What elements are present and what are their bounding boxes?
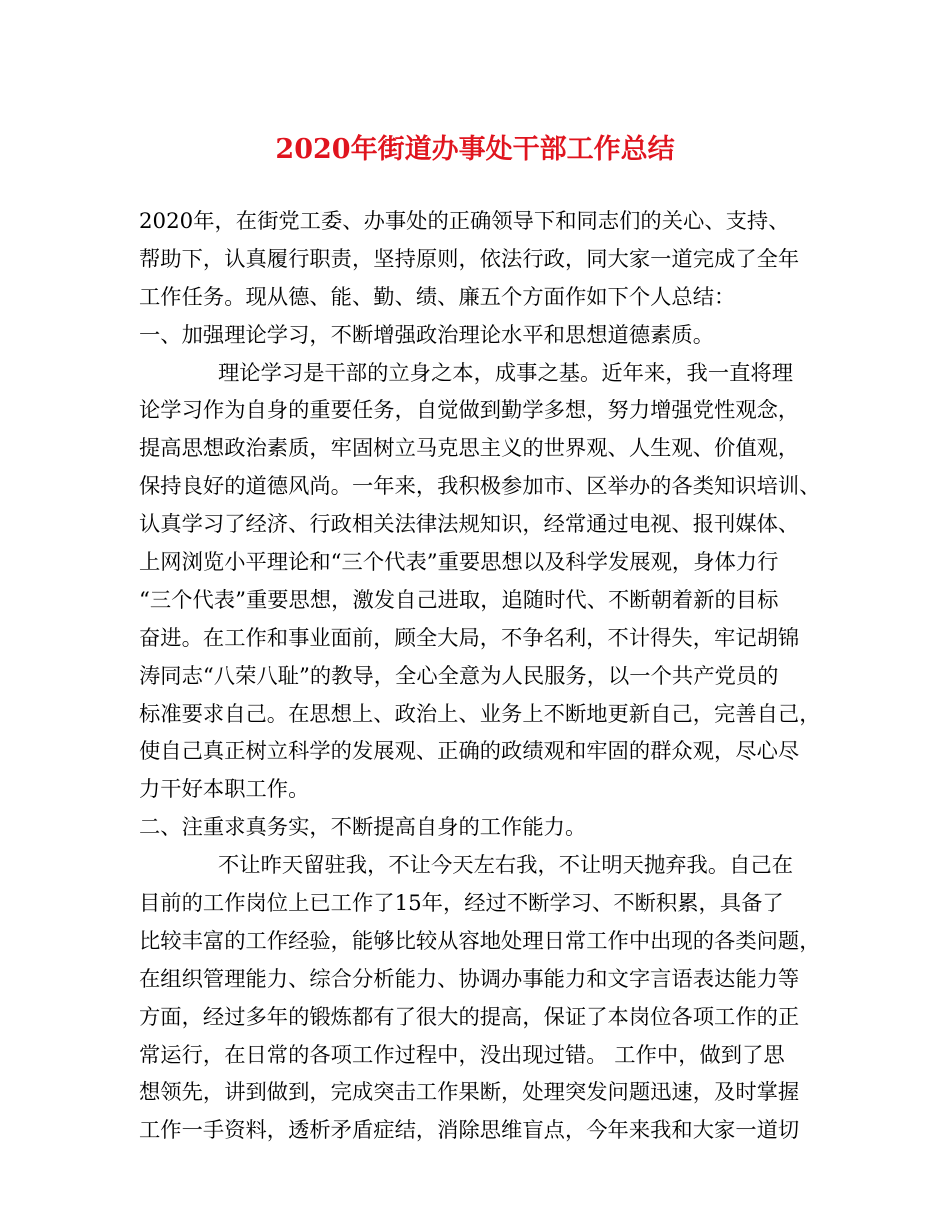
paragraph-line: 想领先，讲到做到，完成突击工作果断，处理突发问题迅速，及时掌握 [139,1080,800,1106]
paragraph-line: 使自己真正树立科学的发展观、正确的政绩观和牢固的群众观，尽心尽 [139,739,800,765]
paragraph-line: 工作一手资料，透析矛盾症结，消除思维盲点，今年来我和大家一道切 [139,1118,800,1144]
paragraph-line: 理论学习是干部的立身之本，成事之基。近年来，我一直将理 [218,360,794,386]
paragraph-line: 目前的工作岗位上已工作了15年，经过不断学习、不断积累，具备了 [139,891,784,917]
paragraph-line: 涛同志“八荣八耻”的教导，全心全意为人民服务，以一个共产党员的 [139,663,779,689]
paragraph-line: 论学习作为自身的重要任务，自觉做到勤学多想，努力增强党性观念， [139,398,800,424]
paragraph-line: 常运行，在日常的各项工作过程中，没出现过错。 工作中，做到了思 [139,1042,785,1068]
paragraph-line: 比较丰富的工作经验，能够比较从容地处理日常工作中出现的各类问题， [139,928,821,954]
paragraph-line: 2020年，在街党工委、办事处的正确领导下和同志们的关心、支持、 [139,209,790,234]
paragraph-line: 力干好本职工作。 [139,777,310,803]
paragraph-line: “三个代表”重要思想，激发自己进取，追随时代、不断朝着新的目标 [139,587,779,613]
paragraph-line: 上网浏览小平理论和“三个代表”重要思想以及科学发展观，身体力行 [139,550,779,576]
paragraph-line: 奋进。在工作和事业面前，顾全大局，不争名利，不计得失，牢记胡锦 [139,625,800,651]
paragraph-line: 方面，经过多年的锻炼都有了很大的提高，保证了本岗位各项工作的正 [139,1004,800,1030]
paragraph-line: 二、注重求真务实，不断提高自身的工作能力。 [139,815,587,841]
paragraph-line: 提高思想政治素质，牢固树立马克思主义的世界观、人生观、价值观， [139,436,800,462]
paragraph-line: 认真学习了经济、行政相关法律法规知识，经常通过电视、报刊媒体、 [139,512,800,538]
paragraph-line: 帮助下，认真履行职责，坚持原则，依法行政，同大家一道完成了全年 [139,246,800,272]
paragraph-line: 不让昨天留驻我，不让今天左右我，不让明天抛弃我。自己在 [218,853,794,879]
paragraph-line: 标准要求自己。在思想上、政治上、业务上不断地更新自己，完善自己， [139,701,821,727]
paragraph-line: 在组织管理能力、综合分析能力、协调办事能力和文字言语表达能力等 [139,966,800,992]
paragraph-line: 工作任务。现从德、能、勤、绩、廉五个方面作如下个人总结： [139,284,736,310]
document-title: 2020年街道办事处干部工作总结 [275,134,675,165]
paragraph-line: 保持良好的道德风尚。一年来，我积极参加市、区举办的各类知识培训、 [139,474,821,500]
paragraph-line: 一、加强理论学习，不断增强政治理论水平和思想道德素质。 [139,322,715,348]
document-body [139,203,829,1150]
